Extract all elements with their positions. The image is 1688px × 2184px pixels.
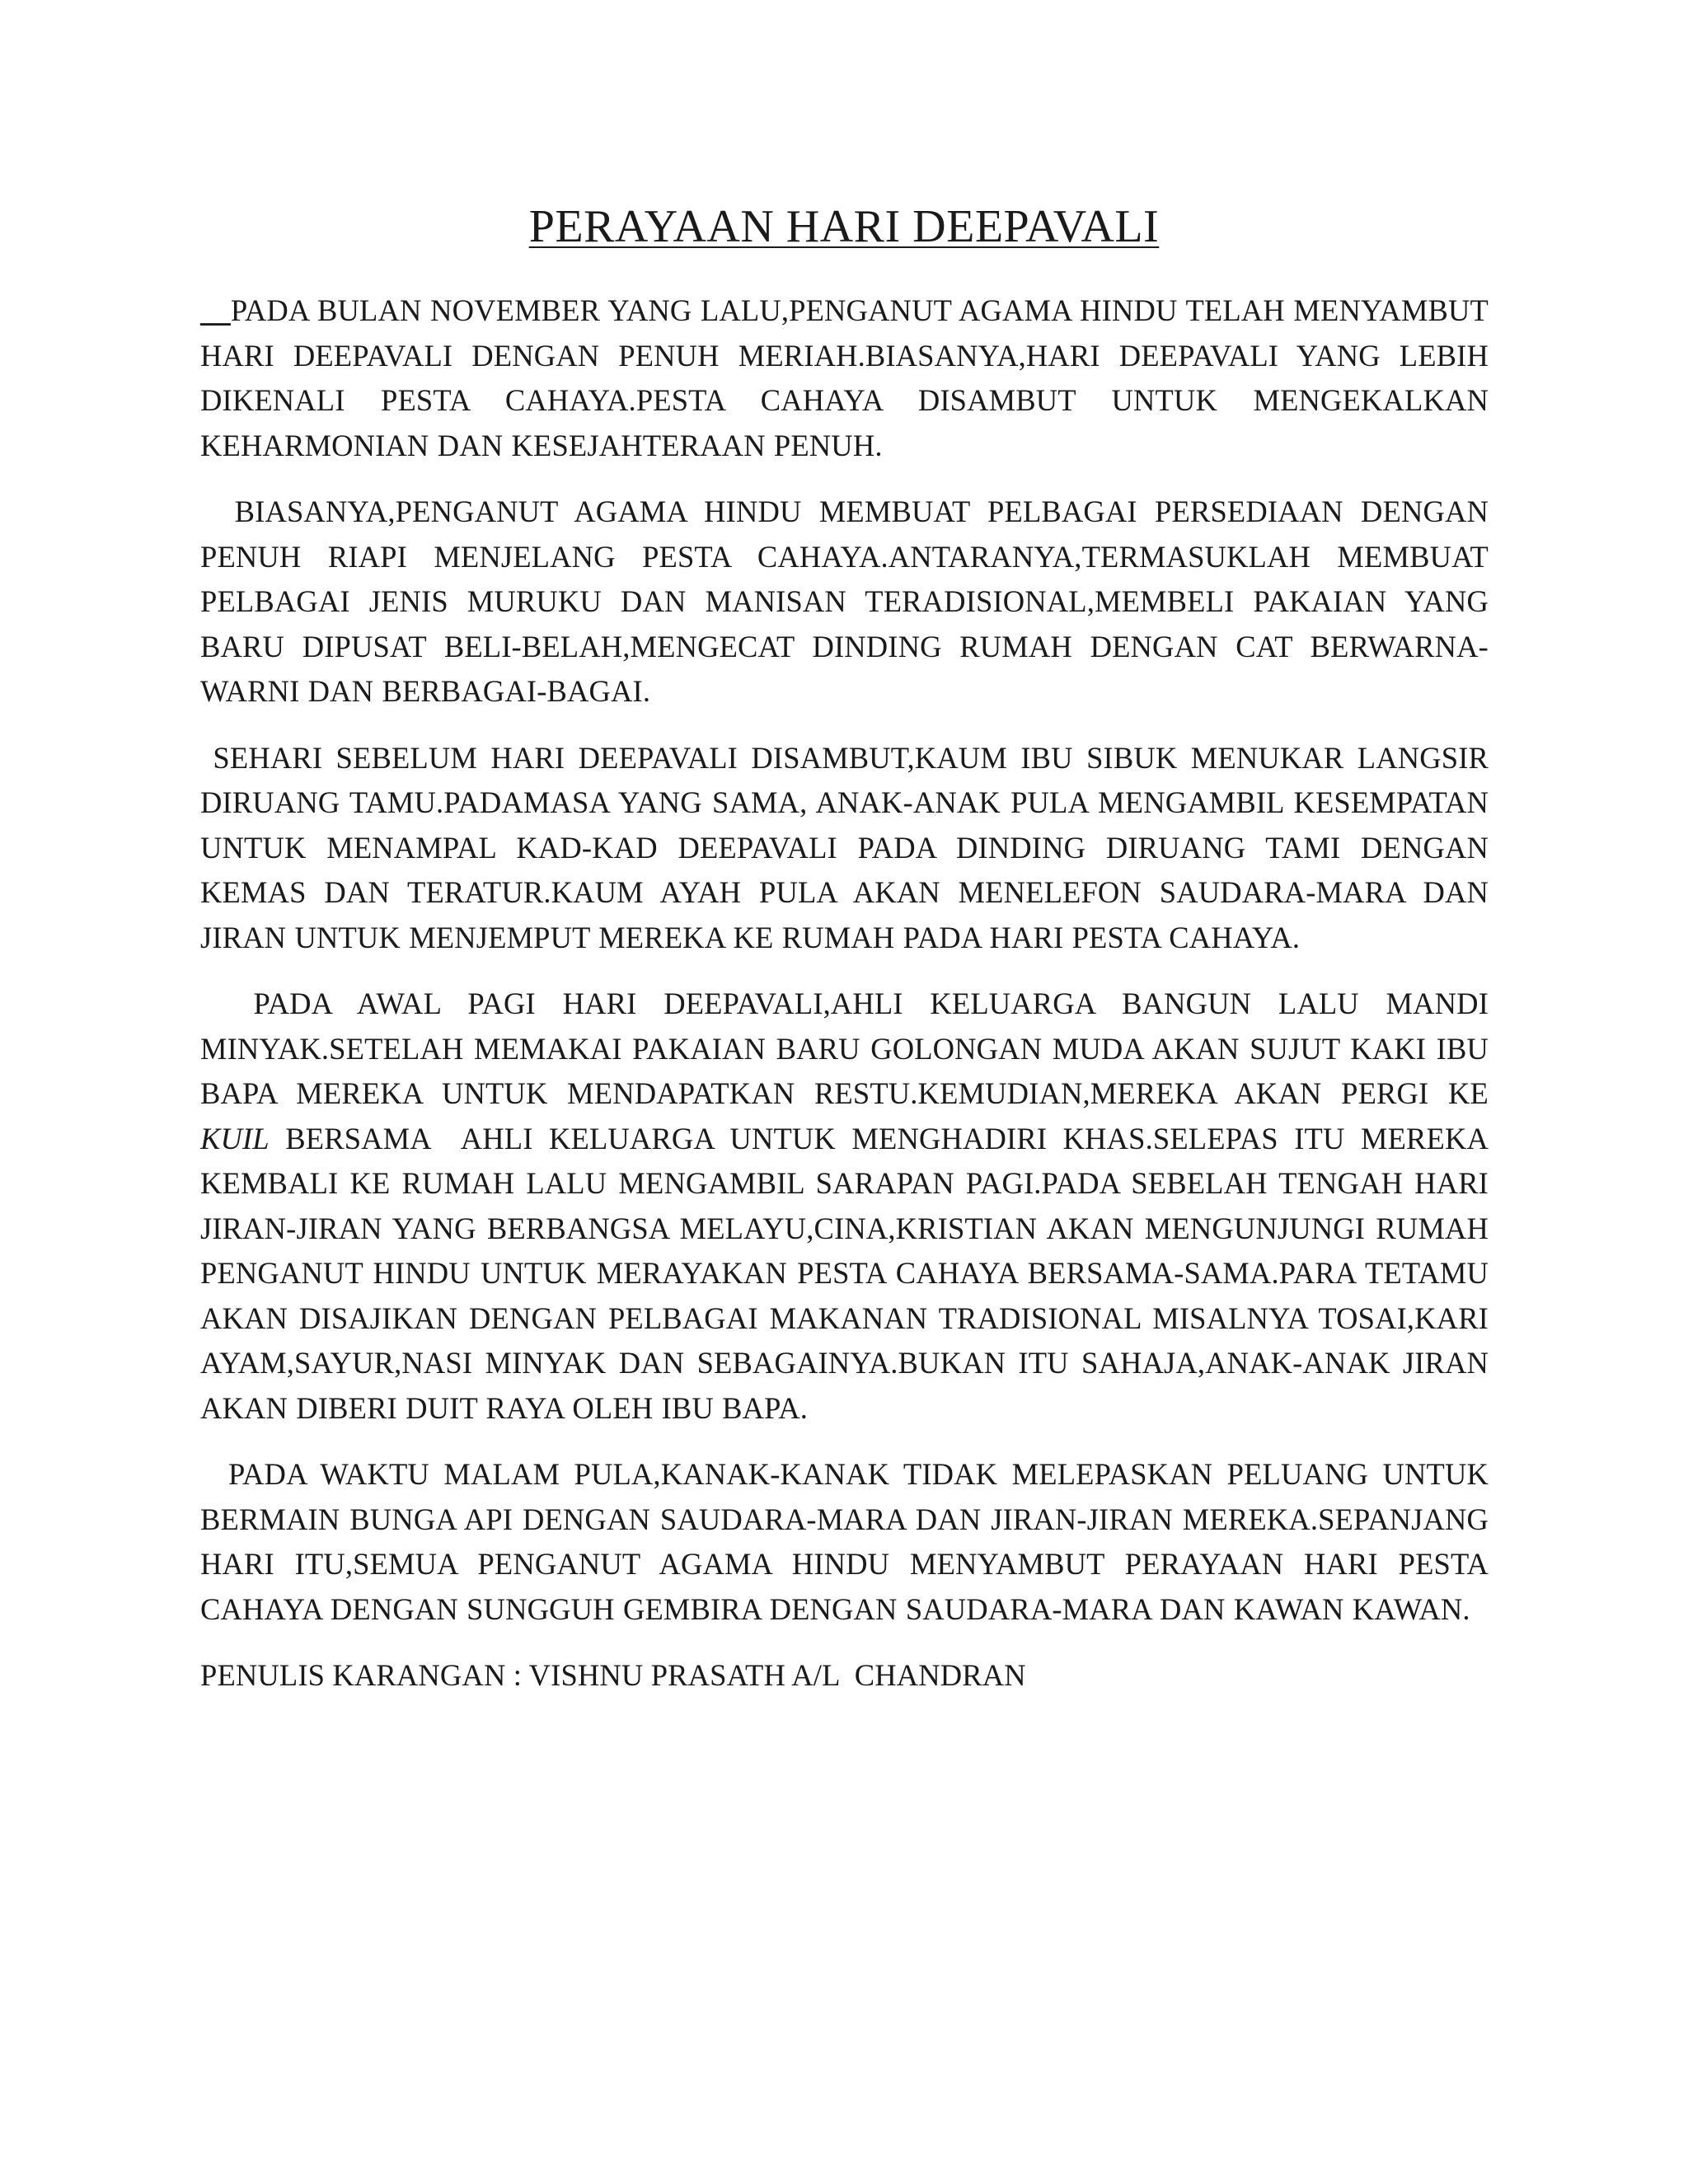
paragraph-4-text-before: PADA AWAL PAGI HARI DEEPAVALI,AHLI KELUARGA BANGUN LALU MANDI MINYAK.SETELAH MEMAKAI PAKAIAN BARU GOLONGAN MUDA AKAN SUJUT KAKI IBU BAPA MEREKA UNTUK MENDAPATKAN RESTU.KEMUDIAN,MEREKA AKAN PERGI KE bbox=[200, 987, 1498, 1110]
paragraph-3-text: SEHARI SEBELUM HARI DEEPAVALI DISAMBUT,KAUM IBU SIBUK MENUKAR LANGSIR DIRUANG TAMU.PADAMASA YANG SAMA, ANAK-ANAK PULA MENGAMBIL KESEMPATAN UNTUK MENAMPAL KAD-KAD DEEPAVALI PADA DINDING DIRUANG TAMI DENGAN KEMAS DAN TERATUR.KAUM AYAH PULA AKAN MENELEFON SAUDARA-MARA DAN JIRAN UNTUK MENJEMPUT MEREKA KE RUMAH PADA HARI PESTA CAHAYA. bbox=[200, 740, 1498, 954]
paragraph-5 bbox=[200, 1452, 1498, 1632]
paragraph-1 bbox=[200, 288, 1489, 468]
paragraph-4-italic-word: KUIL bbox=[200, 1121, 270, 1155]
paragraph-2-text: BIASANYA,PENGANUT AGAMA HINDU MEMBUAT PELBAGAI PERSEDIAAN DENGAN PENUH RIAPI MENJELANG PESTA CAHAYA.ANTARANYA,TERMASUKLAH MEMBUAT PELBAGAI JENIS MURUKU DAN MANISAN TERADISIONAL,MEMBELI PAKAIAN YANG BARU DIPUSAT BELI-BELAH,MENGECAT DINDING RUMAH DENGAN CAT BERWARNA-WARNI DAN BERBAGAI-BAGAI. bbox=[200, 494, 1498, 708]
paragraph-4 bbox=[200, 982, 1498, 1431]
document-body bbox=[200, 288, 1498, 1699]
paragraph-5-text: PADA WAKTU MALAM PULA,KANAK-KANAK TIDAK MELEPASKAN PELUANG UNTUK BERMAIN BUNGA API DENGAN SAUDARA-MARA DAN JIRAN-JIRAN MEREKA.SEPANJANG HARI ITU,SEMUA PENGANUT AGAMA HINDU MENYAMBUT PERAYAAN HARI PESTA CAHAYA DENGAN SUNGGUH GEMBIRA DENGAN SAUDARA-MARA DAN KAWAN KAWAN. bbox=[200, 1457, 1498, 1626]
paragraph-1-lead-mark: __ bbox=[200, 293, 231, 327]
paragraph-3 bbox=[200, 736, 1498, 961]
paragraph-4-text-after: BERSAMA AHLI KELUARGA UNTUK MENGHADIRI KHAS.SELEPAS ITU MEREKA KEMBALI KE RUMAH LALU MENGAMBIL SARAPAN PAGI.PADA SEBELAH TENGAH HARI JIRAN-JIRAN YANG BERBANGSA MELAYU,CINA,KRISTIAN AKAN MENGUNJUNGI RUMAH PENGANUT HINDU UNTUK MERAYAKAN PESTA CAHAYA BERSAMA-SAMA.PARA TETAMU AKAN DISAJIKAN DENGAN PELBAGAI MAKANAN TRADISIONAL MISALNYA TOSAI,KARI AYAM,SAYUR,NASI MINYAK DAN SEBAGAINYA.BUKAN ITU SAHAJA,ANAK-ANAK JIRAN AKAN DIBERI DUIT RAYA OLEH IBU BAPA. bbox=[200, 1121, 1498, 1425]
paragraph-2 bbox=[200, 490, 1498, 715]
document-title: PERAYAAN HARI DEEPAVALI bbox=[528, 201, 1160, 252]
paragraph-1-text: PADA BULAN NOVEMBER YANG LALU,PENGANUT AGAMA HINDU TELAH MENYAMBUT HARI DEEPAVALI DENGAN PENUH MERIAH.BIASANYA,HARI DEEPAVALI YANG LEBIH DIKENALI PESTA CAHAYA.PESTA CAHAYA DISAMBUT UNTUK MENGEKALKAN KEHARMONIAN DAN KESEJAHTERAAN PENUH. bbox=[200, 293, 1489, 462]
author-line: PENULIS KARANGAN : VISHNU PRASATH A/L CHANDRAN bbox=[200, 1658, 1026, 1692]
